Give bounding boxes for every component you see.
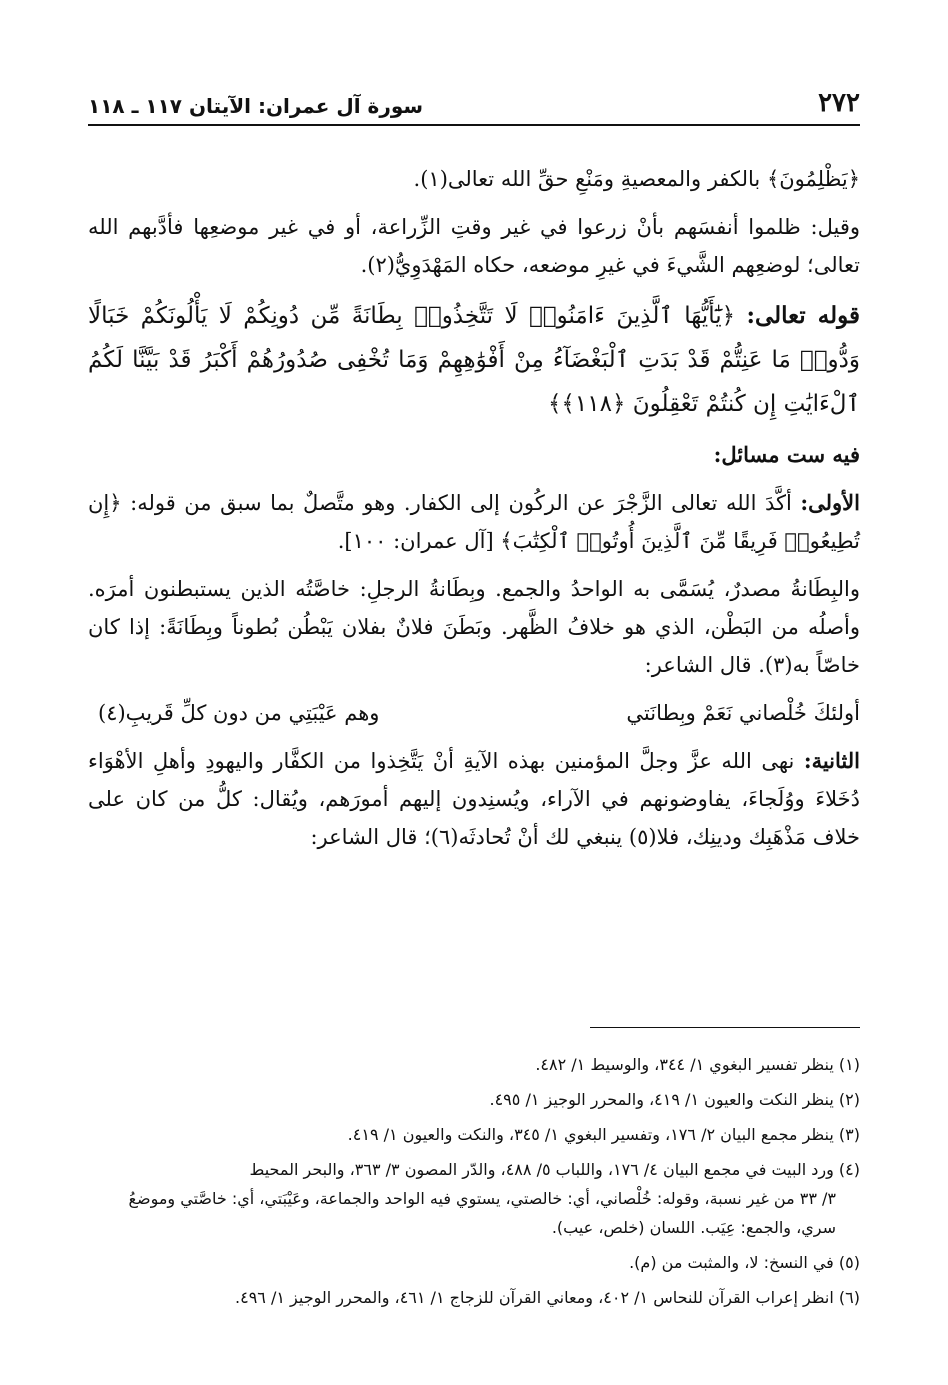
- issue-first: [88, 484, 860, 560]
- verse-text: ﴿يَٰٓأَيُّهَا ٱلَّذِينَ ءَامَنُوا۟ لَا تَتَّخِذُوا۟ بِطَانَةً مِّن دُونِكُمْ لَا يَأْلُونَكُمْ خَبَالًا وَدُّوا۟ مَا عَنِتُّمْ قَدْ بَدَتِ ٱلْبَغْضَآءُ مِنْ أَفْوَٰهِهِمْ وَمَا تُخْفِى صُدُورُهُمْ أَكْبَرُ قَدْ بَيَّنَّا لَكُمُ ٱلْءَايَٰتِ إِن كُنتُمْ تَعْقِلُونَ ﴿١١٨﴾﴾: [88, 303, 860, 417]
- page-header: [88, 88, 860, 126]
- issue-second-label: الثانية:: [803, 748, 860, 773]
- footnote-6: (٦) انظر إعراب القرآن للنحاس ١/ ٤٠٢، ومعاني القرآن للزجاج ١/ ٤٦١، والمحرر الوجيز ١/ ٤٩٦.: [235, 1288, 860, 1307]
- issue-first-label: الأولى:: [800, 490, 860, 515]
- footnote-1: (١) ينظر تفسير البغوي ١/ ٣٤٤، والوسيط ١/ ٤٨٢.: [535, 1055, 860, 1074]
- footnote-4-continuation: ٣/ ٣٣ من غير نسبة، وقوله: خُلْصاني، أي: خالصتي، يستوي فيه الواحد والجماعة، وعَيْبَتي، أي: خاصَّتي وموضعُ سري، والجمع: عِيَب. اللسان (خلص، عيب).: [128, 1189, 836, 1237]
- issue-second: [88, 742, 860, 856]
- footnote-4: (٤) ورد البيت في مجمع البيان ٤/ ١٧٦، واللباب ٥/ ٤٨٨، والدّر المصون ٣/ ٣٦٣، والبحر المحيط: [249, 1160, 860, 1179]
- footnotes: [88, 1050, 860, 1318]
- footnote-3: (٣) ينظر مجمع البيان ٢/ ١٧٦، وتفسير البغوي ١/ ٣٤٥، والنكت والعيون ١/ ٤١٩.: [347, 1125, 860, 1144]
- poem-verse: [88, 694, 860, 732]
- issue-second-text: نهى الله عزَّ وجلَّ المؤمنين بهذه الآيةِ أنْ يَتَّخِذوا من الكفَّار واليهودِ وأهلِ الأهْوَاء دُخَلاءَ ووُلَجاءَ، يفاوضونهم في الآراء، ويُسنِدون إليهم أمورَهم، ويُقال: كلُّ من كان على خلاف مَذْهَبِك ودينِك، فلا(٥) ينبغي لك أنْ تُحادثَه(٦)؛ قال الشاعر:: [88, 749, 860, 849]
- footnote-5: (٥) في النسخ: لا، والمثبت من (م).: [629, 1253, 860, 1272]
- quran-verse-block: [88, 294, 860, 426]
- verse-intro: قوله تعالى:: [746, 302, 860, 329]
- issues-heading: فيه ست مسائل:: [713, 442, 860, 467]
- paragraph-alternative-opinion: وقيل: ظلموا أنفسَهم بأنْ زرعوا في غير وقتِ الزِّراعة، أو في غير موضعِها فأدَّبهم الله تعالى؛ لوضعِهم الشَّيءَ في غيرِ موضعه، حكاه المَهْدَوِيُّ(٢).: [88, 215, 860, 277]
- poem-first-hemistich: أولئكَ خُلْصاني نَعَمْ وبِطانَتي: [626, 701, 860, 725]
- paragraph-bitana: والبِطَانةُ مصدرٌ، يُسَمَّى به الواحدُ والجمع. وبِطَانةُ الرجلِ: خاصَّتُه الذين يستبطنون أمرَه. وأصلُه من البَطْن، الذي هو خلافُ الظَّهر. وبَطَنَ فلانٌ بفلان يَبْطُن بُطوناً وبِطَانَةً: إذا كان خاصّاً به(٣). قال الشاعر:: [88, 577, 860, 677]
- paragraph-continuation: ﴿يَظْلِمُونَ﴾ بالكفر والمعصيةِ ومَنْعِ حقِّ الله تعالى(١).: [413, 167, 860, 191]
- page-number: ٢٧٢: [818, 88, 860, 118]
- footnote-2: (٢) ينظر النكت والعيون ١/ ٤١٩، والمحرر الوجيز ١/ ٤٩٥.: [489, 1090, 860, 1109]
- running-title: سورة آل عمران: الآيتان ١١٧ ـ ١١٨: [88, 94, 424, 118]
- footnote-divider: [590, 1027, 860, 1028]
- issue-first-text: أكَّدَ الله تعالى الزَّجْرَ عن الركُون إلى الكفار. وهو متَّصلٌ بما سبق من قوله: ﴿إِن تُطِيعُوا۟ فَرِيقًا مِّنَ ٱلَّذِينَ أُوتُوا۟ ٱلْكِتَٰبَ﴾ [آل عمران: ١٠٠].: [88, 491, 860, 553]
- main-text: [88, 160, 860, 866]
- poem-second-hemistich: وهم عَيْبَتِي من دون كلِّ قَريبِ(٤): [98, 701, 380, 725]
